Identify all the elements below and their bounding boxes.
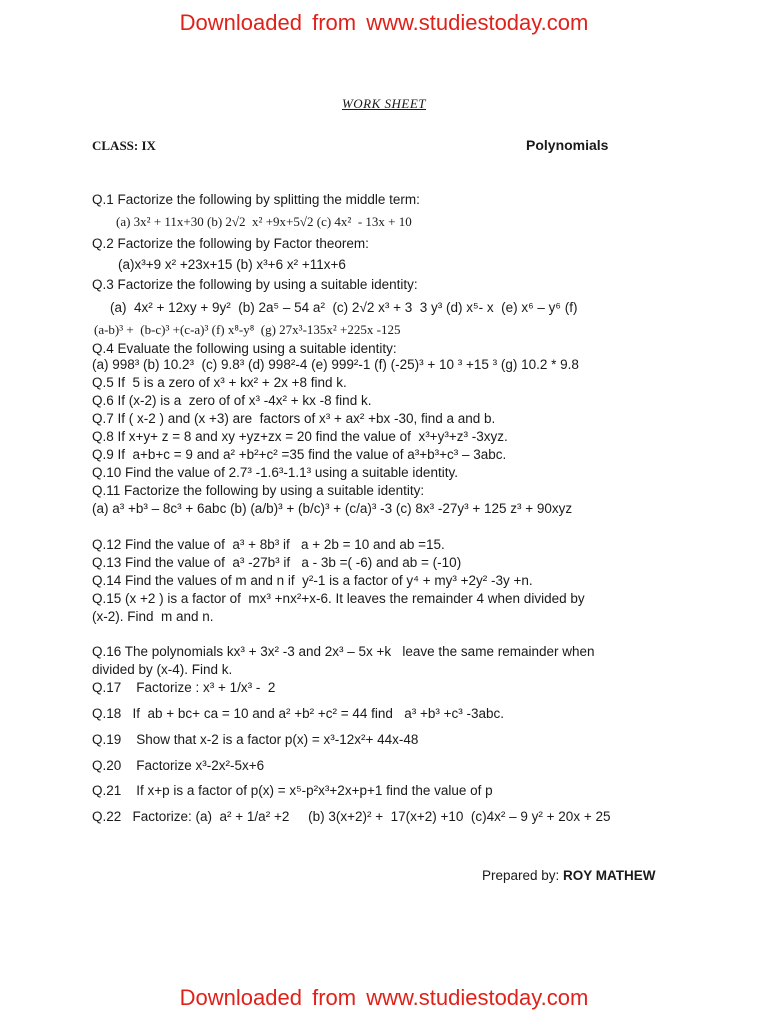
question-line: Q.14 Find the values of m and n if y²-1 is a factor of y⁴ + my³ +2y² -3y +n. (92, 573, 533, 588)
question-line: Q.7 If ( x-2 ) and (x +3) are factors of x³ + ax² +bx -30, find a and b. (92, 411, 496, 426)
download-banner-top: Downloaded from www.studiestoday.com (179, 10, 589, 35)
question-line: (x-2). Find m and n. (92, 609, 214, 624)
question-line: Q.22 Factorize: (a) a² + 1/a² +2 (b) 3(x+2)² + 17(x+2) +10 (c)4x² – 9 y² + 20x + 25 (92, 809, 611, 824)
question-line: Q.6 If (x-2) is a zero of of x³ -4x² + kx -8 find k. (92, 393, 372, 408)
question-line: Q.21 If x+p is a factor of p(x) = x⁵-p²x³+2x+p+1 find the value of p (92, 783, 493, 798)
question-line: Q.10 Find the value of 2.7³ -1.6³-1.1³ using a suitable identity. (92, 465, 458, 480)
question-line: Q.20 Factorize x³-2x²-5x+6 (92, 758, 265, 773)
question-line: Q.2 Factorize the following by Factor theorem: (92, 236, 369, 251)
worksheet-title: WORK SHEET (341, 96, 427, 111)
prepared-by-label: Prepared by: (482, 868, 564, 883)
question-line: (a-b)³ + (b-c)³ +(c-a)³ (f) x⁸-y⁸ (g) 27x³-135x² +225x -125 (94, 322, 401, 337)
question-line: (a) a³ +b³ – 8c³ + 6abc (b) (a/b)³ + (b/c)³ + (c/a)³ -3 (c) 8x³ -27y³ + 125 z³ + 90xyz (92, 501, 573, 516)
question-line: Q.5 If 5 is a zero of x³ + kx² + 2x +8 find k. (92, 375, 347, 390)
question-line: (a) 4x² + 12xy + 9y² (b) 2a⁵ – 54 a² (c) 2√2 x³ + 3 3 y³ (d) x⁵- x (e) x⁶ – y⁶ (f) (110, 300, 578, 315)
subject-label: Polynomials (526, 137, 609, 153)
question-line: Q.15 (x +2 ) is a factor of mx³ +nx²+x-6. It leaves the remainder 4 when divided by (92, 591, 585, 606)
question-line: (a) 3x² + 11x+30 (b) 2√2 x² +9x+5√2 (c) 4x² - 13x + 10 (116, 214, 412, 229)
question-line: (a) 998³ (b) 10.2³ (c) 9.8³ (d) 998²-4 (e) 999²-1 (f) (-25)³ + 10 ³ +15 ³ (g) 10.2 * 9.8 (92, 357, 579, 372)
question-line: Q.12 Find the value of a³ + 8b³ if a + 2b = 10 and ab =15. (92, 537, 445, 552)
question-line: Q.18 If ab + bc+ ca = 10 and a² +b² +c² = 44 find a³ +b³ +c³ -3abc. (92, 706, 504, 721)
question-line: Q.19 Show that x-2 is a factor p(x) = x³-12x²+ 44x-48 (92, 732, 419, 747)
question-line: (a)x³+9 x² +23x+15 (b) x³+6 x² +11x+6 (118, 257, 346, 272)
question-line: Q.16 The polynomials kx³ + 3x² -3 and 2x³ – 5x +k leave the same remainder when (92, 644, 595, 659)
class-label: CLASS: IX (92, 138, 156, 153)
question-line: Q.4 Evaluate the following using a suitable identity: (92, 341, 397, 356)
question-line: Q.3 Factorize the following by using a suitable identity: (92, 277, 418, 292)
question-line: Q.8 If x+y+ z = 8 and xy +yz+zx = 20 find the value of x³+y³+z³ -3xyz. (92, 429, 508, 444)
question-line: Q.9 If a+b+c = 9 and a² +b²+c² =35 find the value of a³+b³+c³ – 3abc. (92, 447, 507, 462)
prepared-by (482, 868, 656, 883)
author-name: ROY MATHEW (563, 868, 656, 883)
question-line: Q.1 Factorize the following by splitting the middle term: (92, 192, 420, 207)
question-line: Q.11 Factorize the following by using a suitable identity: (92, 483, 425, 498)
question-line: Q.17 Factorize : x³ + 1/x³ - 2 (92, 680, 276, 695)
download-banner-bottom: Downloaded from www.studiestoday.com (179, 985, 589, 1010)
question-line: divided by (x-4). Find k. (92, 662, 233, 677)
question-line: Q.13 Find the value of a³ -27b³ if a - 3b =( -6) and ab = (-10) (92, 555, 462, 570)
